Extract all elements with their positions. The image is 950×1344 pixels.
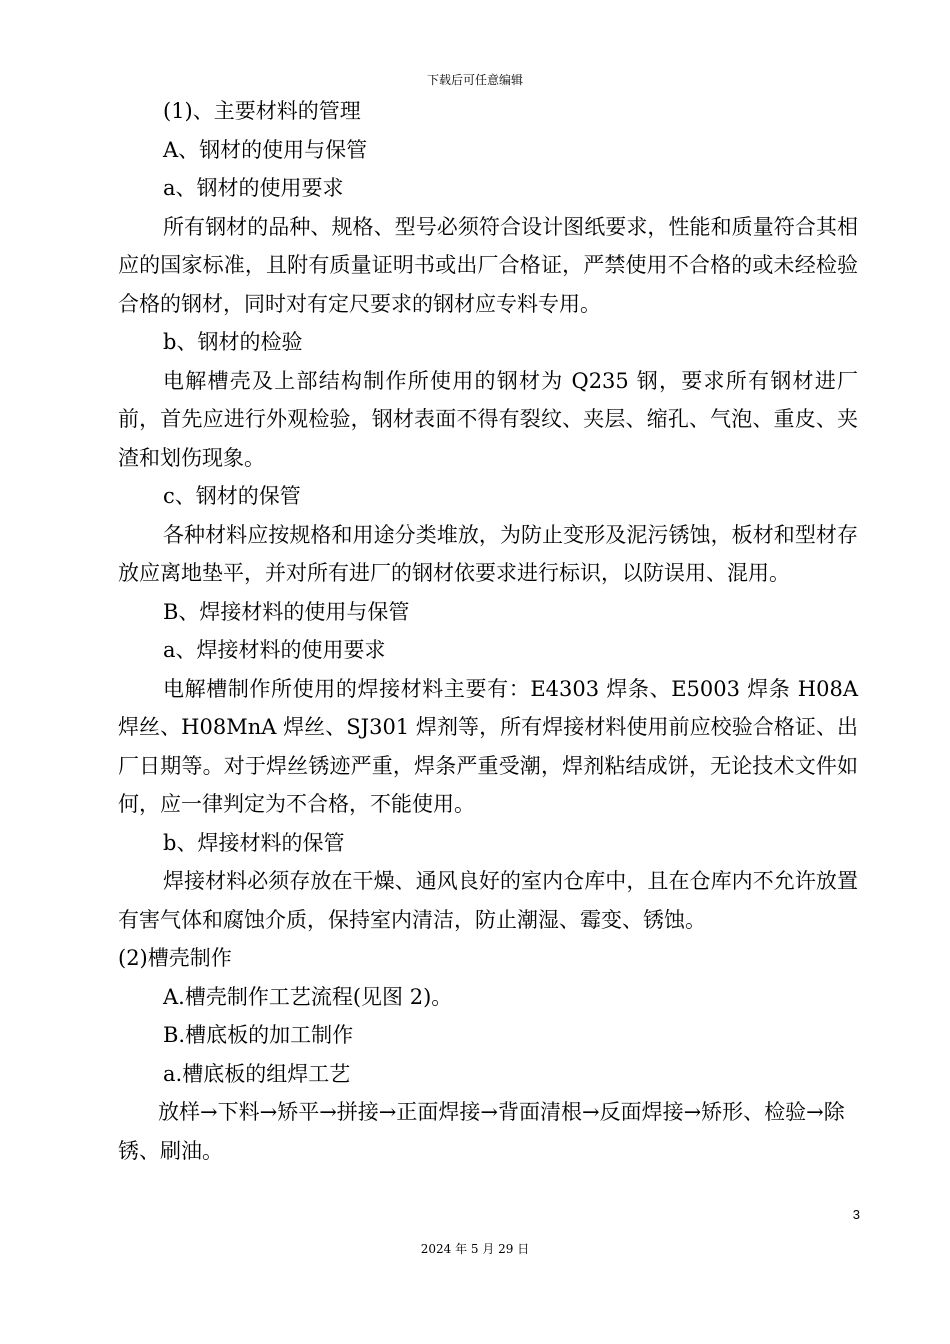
paragraph-welding-storage: 焊接材料必须存放在干燥、通风良好的室内仓库中，且在仓库内不允许放置有害气体和腐蚀介质，保持室内清洁，防止潮湿、霉变、锈蚀。	[118, 869, 858, 932]
subheading-process-flow: A.槽壳制作工艺流程(见图 2)。	[163, 984, 453, 1009]
subheading-welding-requirements: a、焊接材料的使用要求	[163, 638, 386, 662]
page-number: 3	[852, 1207, 860, 1222]
paragraph-welding-requirements: 电解槽制作所使用的焊接材料主要有：E4303 焊条、E5003 焊条 H08A 焊丝、H08MnA 焊丝、SJ301 焊剂等，所有焊接材料使用前应校验合格证、出厂日期等。对于焊丝锈迹严重，焊条严重受潮，焊剂粘结成饼，无论技术文件如何，应一律判定为不合格，不能使用。	[118, 676, 858, 816]
subheading-steel-requirements: a、钢材的使用要求	[163, 176, 344, 200]
section-heading-material-management: (1)、主要材料的管理	[163, 99, 361, 123]
subheading-steel: A、钢材的使用与保管	[163, 137, 368, 162]
subheading-welding-storage: b、焊接材料的保管	[163, 830, 345, 855]
paragraph-steel-requirements: 所有钢材的品种、规格、型号必须符合设计图纸要求，性能和质量符合其相应的国家标准，且附有质量证明书或出厂合格证，严禁使用不合格的或未经检验合格的钢材，同时对有定尺要求的钢材应专料专用。	[118, 214, 858, 316]
subheading-welding-materials: B、焊接材料的使用与保管	[163, 599, 410, 624]
subheading-bottom-plate: B.槽底板的加工制作	[163, 1023, 354, 1047]
document-body	[118, 92, 858, 1170]
subheading-bottom-plate-welding: a.槽底板的组焊工艺	[163, 1061, 351, 1086]
subheading-steel-storage: c、钢材的保管	[163, 484, 301, 508]
paragraph-steel-inspection: 电解槽壳及上部结构制作所使用的钢材为 Q235 钢，要求所有钢材进厂前，首先应进行外观检验，钢材表面不得有裂纹、夹层、缩孔、气泡、重皮、夹渣和划伤现象。	[118, 368, 858, 470]
paragraph-steel-storage: 各种材料应按规格和用途分类堆放，为防止变形及泥污锈蚀，板材和型材存放应离地垫平，并对所有进厂的钢材依要求进行标识，以防误用、混用。	[118, 522, 858, 585]
page-header: 下载后可任意编辑	[426, 73, 523, 87]
page-footer-date: 2024 年 5 月 29 日	[420, 1242, 530, 1256]
section-heading-shell-fabrication: (2)槽壳制作	[118, 946, 232, 970]
paragraph-process-steps: 放样→下料→矫平→拼接→正面焊接→背面清根→反面焊接→矫形、检验→除锈、刷油。	[118, 1100, 845, 1163]
subheading-steel-inspection: b、钢材的检验	[163, 330, 303, 354]
